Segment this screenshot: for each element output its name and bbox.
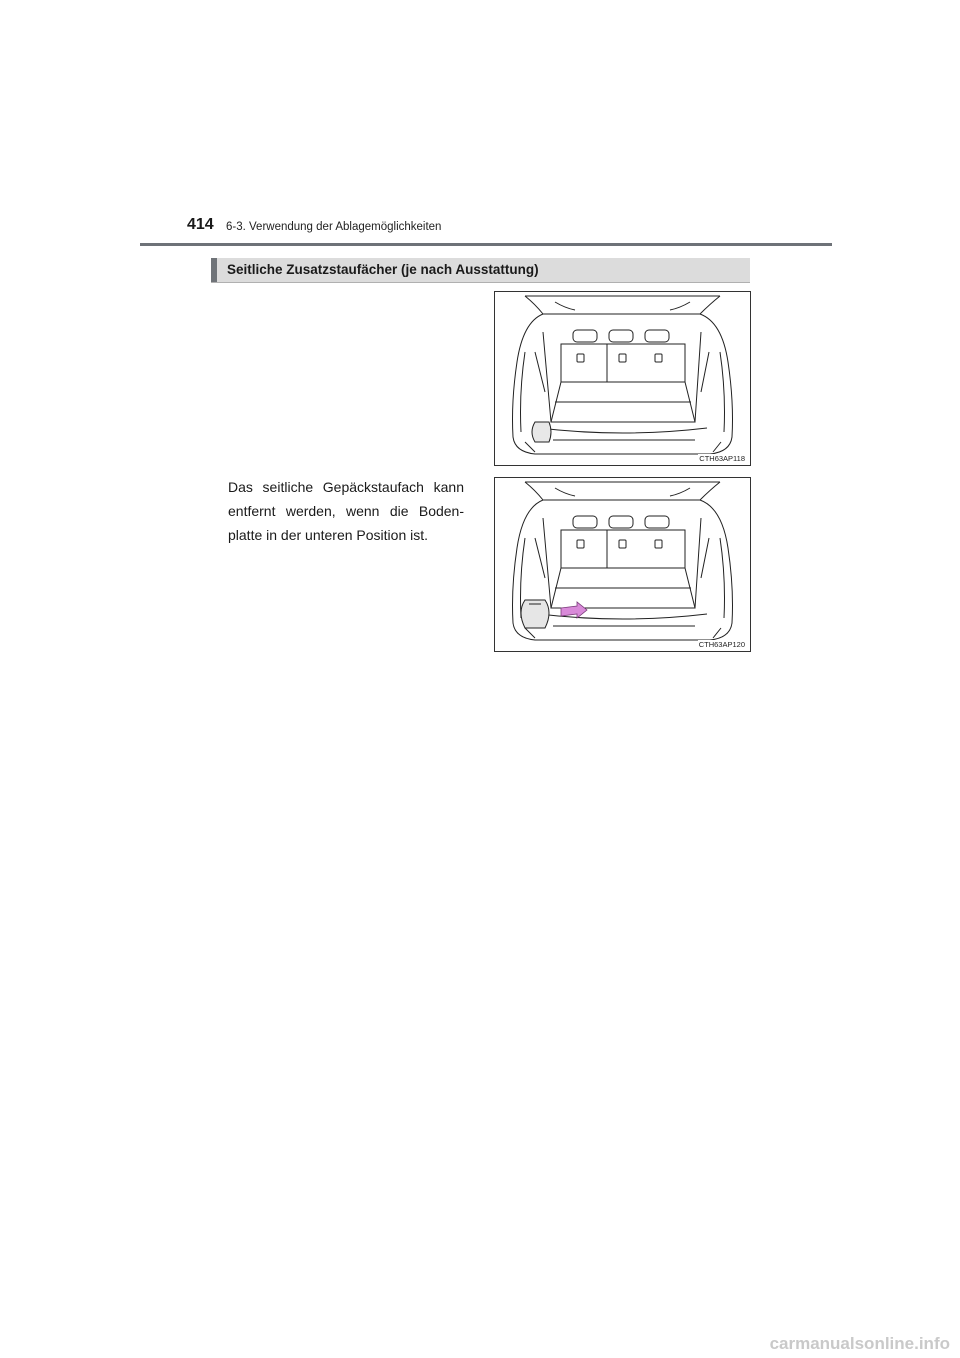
section-marker xyxy=(211,258,217,282)
header-rule xyxy=(140,243,832,246)
chapter-title: 6-3. Verwendung der Ablagemöglichkeiten xyxy=(226,221,442,233)
section-title: Seitliche Zusatzstaufächer (je nach Ausstattung) xyxy=(227,262,539,277)
section-header xyxy=(211,258,750,283)
figure-code: CTH63AP118 xyxy=(699,454,745,463)
trunk-illustration xyxy=(495,292,750,465)
figure-trunk-removed xyxy=(494,477,751,652)
trunk-removal-illustration xyxy=(495,478,750,651)
page-number: 414 xyxy=(187,216,214,233)
figure-code: CTH63AP120 xyxy=(698,640,745,649)
removal-arrow-icon xyxy=(561,602,587,618)
watermark-logo: carmanualsonline.info xyxy=(769,1334,950,1353)
body-paragraph: Das seitliche Gepäckstaufach kann entfernt werden, wenn die Boden-platte in der unteren Position ist. xyxy=(228,479,464,543)
figure-trunk-closed xyxy=(494,291,751,466)
